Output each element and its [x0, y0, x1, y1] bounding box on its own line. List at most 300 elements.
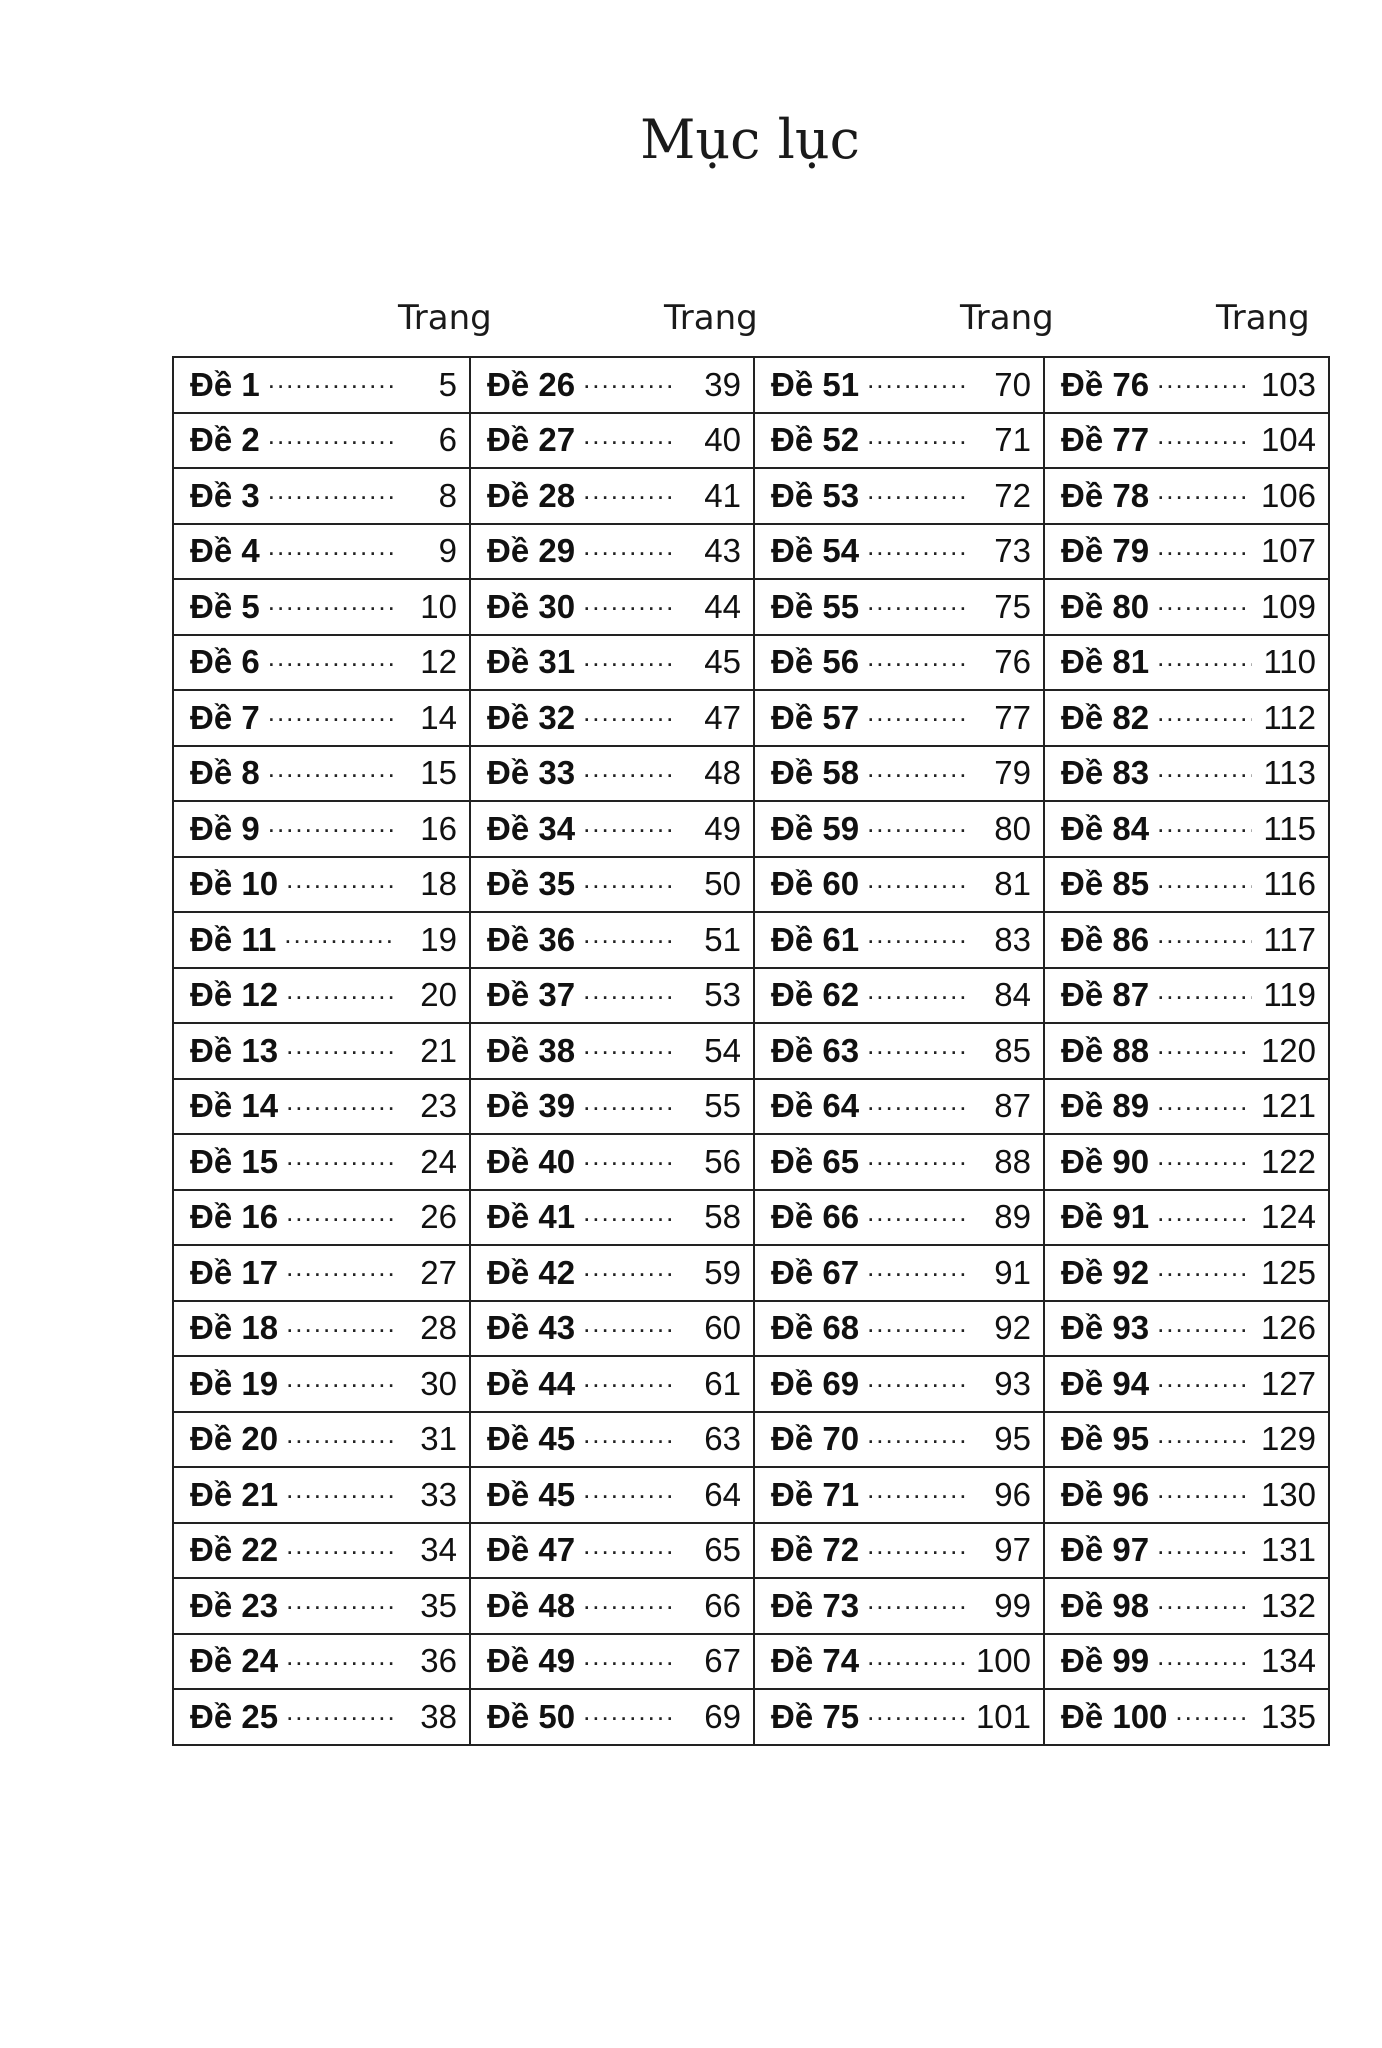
toc-entry-content	[1061, 364, 1316, 405]
table-row	[173, 1356, 1329, 1412]
toc-entry	[173, 690, 470, 746]
toc-entry	[1044, 524, 1329, 580]
dot-leader	[1157, 697, 1252, 738]
dot-leader	[1157, 919, 1252, 960]
exam-label: Đề 56	[771, 643, 860, 681]
exam-label: Đề 97	[1061, 1531, 1150, 1569]
toc-entry-content	[771, 1086, 1031, 1127]
table-row	[173, 1301, 1329, 1357]
toc-entry	[173, 579, 470, 635]
toc-entry-content	[1061, 975, 1316, 1016]
exam-label: Đề 73	[771, 1586, 860, 1624]
page-number: 85	[994, 1031, 1031, 1069]
toc-entry	[173, 1245, 470, 1301]
dot-leader	[286, 1030, 393, 1071]
dot-leader	[583, 475, 677, 516]
dot-leader	[583, 1419, 677, 1460]
page-number: 48	[704, 754, 741, 792]
page-number: 77	[994, 698, 1031, 736]
page-number: 119	[1263, 976, 1316, 1014]
toc-entry-content	[771, 753, 1031, 794]
toc-entry-content	[1061, 1641, 1316, 1682]
dot-leader	[286, 1696, 393, 1737]
toc-entry-content	[190, 1308, 457, 1349]
toc-entry-content	[1061, 1363, 1316, 1404]
toc-entry	[754, 1523, 1044, 1579]
toc-entry	[470, 1245, 754, 1301]
page-title: Mục lục	[640, 108, 860, 171]
dot-leader	[1157, 1419, 1251, 1460]
toc-entry-content	[1061, 1086, 1316, 1127]
page-number: 34	[420, 1531, 457, 1569]
toc-entry-content	[190, 1252, 457, 1293]
exam-label: Đề 88	[1061, 1031, 1150, 1069]
toc-entry-content	[1061, 1530, 1316, 1571]
page-number: 126	[1260, 1309, 1316, 1347]
exam-label: Đề 87	[1061, 976, 1150, 1014]
toc-entry-content	[190, 753, 457, 794]
exam-label: Đề 67	[771, 1253, 860, 1291]
page-number: 6	[438, 421, 457, 459]
exam-label: Đề 100	[1061, 1697, 1168, 1735]
exam-label: Đề 40	[487, 1142, 576, 1180]
exam-label: Đề 99	[1061, 1642, 1150, 1680]
toc-entry-content	[771, 1585, 1031, 1626]
exam-label: Đề 7	[190, 698, 260, 736]
toc-entry	[754, 746, 1044, 802]
exam-label: Đề 66	[771, 1198, 860, 1236]
toc-entry	[1044, 635, 1329, 691]
page-number: 20	[420, 976, 457, 1014]
toc-entry	[754, 1023, 1044, 1079]
page-number: 10	[420, 587, 457, 625]
table-row	[173, 1134, 1329, 1190]
exam-label: Đề 65	[771, 1142, 860, 1180]
dot-leader	[286, 1086, 393, 1127]
page-number: 122	[1260, 1142, 1316, 1180]
dot-leader	[286, 1419, 393, 1460]
page-number: 61	[704, 1364, 741, 1402]
dot-leader	[583, 1308, 677, 1349]
toc-entry-content	[190, 919, 457, 960]
dot-leader	[286, 1363, 393, 1404]
dot-leader	[867, 1252, 967, 1293]
toc-entry-content	[1061, 642, 1316, 683]
page-number: 72	[994, 476, 1031, 514]
exam-label: Đề 33	[487, 754, 576, 792]
toc-entry	[470, 468, 754, 524]
toc-entry	[470, 801, 754, 857]
page-number: 116	[1263, 865, 1316, 903]
toc-entry	[754, 1412, 1044, 1468]
exam-label: Đề 21	[190, 1475, 279, 1513]
exam-label: Đề 22	[190, 1531, 279, 1569]
column-header-trang: Trang	[664, 298, 758, 338]
page-number: 89	[994, 1198, 1031, 1236]
dot-leader	[867, 364, 967, 405]
dot-leader	[583, 1474, 677, 1515]
toc-entry-content	[487, 1585, 741, 1626]
toc-entry	[470, 1523, 754, 1579]
exam-label: Đề 61	[771, 920, 860, 958]
dot-leader	[1157, 1363, 1251, 1404]
toc-entry	[1044, 801, 1329, 857]
dot-leader	[268, 642, 393, 683]
exam-label: Đề 23	[190, 1586, 279, 1624]
page-number: 80	[994, 809, 1031, 847]
table-row	[173, 690, 1329, 746]
dot-leader	[867, 420, 967, 461]
column-header-trang: Trang	[1216, 298, 1310, 338]
page-number: 9	[438, 532, 457, 570]
page-number: 83	[994, 920, 1031, 958]
exam-label: Đề 53	[771, 476, 860, 514]
table-row	[173, 746, 1329, 802]
page-number: 97	[994, 1531, 1031, 1569]
exam-label: Đề 78	[1061, 476, 1150, 514]
page-number: 92	[994, 1309, 1031, 1347]
dot-leader	[867, 808, 967, 849]
page-number: 95	[994, 1420, 1031, 1458]
exam-label: Đề 45	[487, 1475, 576, 1513]
dot-leader	[1157, 1141, 1251, 1182]
toc-entry	[1044, 579, 1329, 635]
page-number: 135	[1260, 1697, 1316, 1735]
toc-entry-content	[487, 1308, 741, 1349]
exam-label: Đề 42	[487, 1253, 576, 1291]
page-number: 5	[438, 365, 457, 403]
toc-entry	[1044, 1079, 1329, 1135]
toc-entry-content	[487, 919, 741, 960]
page-number: 16	[420, 809, 457, 847]
dot-leader	[1157, 1474, 1251, 1515]
table-row	[173, 1689, 1329, 1745]
column-header-trang: Trang	[398, 298, 492, 338]
page-number: 18	[420, 865, 457, 903]
toc-entry-content	[1061, 1419, 1316, 1460]
exam-label: Đề 13	[190, 1031, 279, 1069]
dot-leader	[583, 975, 677, 1016]
dot-leader	[867, 586, 967, 627]
dot-leader	[268, 753, 393, 794]
dot-leader	[867, 1308, 967, 1349]
toc-entry	[470, 1578, 754, 1634]
exam-label: Đề 91	[1061, 1198, 1150, 1236]
dot-leader	[268, 586, 393, 627]
dot-leader	[1157, 1086, 1251, 1127]
table-row	[173, 579, 1329, 635]
dot-leader	[1157, 1641, 1251, 1682]
exam-label: Đề 64	[771, 1087, 860, 1125]
dot-leader	[268, 364, 393, 405]
toc-entry	[173, 1634, 470, 1690]
dot-leader	[286, 1641, 393, 1682]
table-row	[173, 357, 1329, 413]
page-number: 96	[994, 1475, 1031, 1513]
exam-label: Đề 30	[487, 587, 576, 625]
dot-leader	[1157, 1530, 1251, 1571]
page-number: 30	[420, 1364, 457, 1402]
exam-label: Đề 26	[487, 365, 576, 403]
toc-entry	[754, 801, 1044, 857]
page-number: 54	[704, 1031, 741, 1069]
toc-entry-content	[487, 697, 741, 738]
toc-entry	[173, 524, 470, 580]
toc-entry	[754, 413, 1044, 469]
dot-leader	[867, 1030, 967, 1071]
toc-entry	[470, 746, 754, 802]
dot-leader	[867, 1363, 967, 1404]
toc-entry-content	[771, 1641, 1031, 1682]
toc-entry	[754, 1245, 1044, 1301]
page-number: 19	[420, 920, 457, 958]
toc-entry	[173, 1412, 470, 1468]
page-number: 41	[704, 476, 741, 514]
table-row	[173, 801, 1329, 857]
toc-entry	[754, 579, 1044, 635]
page-number: 45	[704, 643, 741, 681]
page-number: 69	[704, 1697, 741, 1735]
exam-label: Đề 20	[190, 1420, 279, 1458]
page-number: 44	[704, 587, 741, 625]
exam-label: Đề 43	[487, 1309, 576, 1347]
exam-label: Đề 14	[190, 1087, 279, 1125]
toc-entry	[754, 635, 1044, 691]
toc-entry-content	[487, 1030, 741, 1071]
dot-leader	[1157, 808, 1252, 849]
toc-entry	[754, 1634, 1044, 1690]
column-header-trang: Trang	[960, 298, 1054, 338]
exam-label: Đề 70	[771, 1420, 860, 1458]
exam-label: Đề 27	[487, 421, 576, 459]
page-number: 24	[420, 1142, 457, 1180]
dot-leader	[1157, 1197, 1251, 1238]
toc-entry	[754, 524, 1044, 580]
toc-entry-content	[487, 364, 741, 405]
page-number: 47	[704, 698, 741, 736]
table-row	[173, 635, 1329, 691]
dot-leader	[286, 975, 393, 1016]
toc-entry	[1044, 1134, 1329, 1190]
toc-entry	[173, 1578, 470, 1634]
page-number: 106	[1260, 476, 1316, 514]
toc-entry	[1044, 1578, 1329, 1634]
dot-leader	[1157, 753, 1252, 794]
exam-label: Đề 5	[190, 587, 260, 625]
exam-label: Đề 94	[1061, 1364, 1150, 1402]
dot-leader	[867, 1530, 967, 1571]
toc-entry	[470, 635, 754, 691]
toc-entry	[470, 357, 754, 413]
dot-leader	[1157, 475, 1251, 516]
dot-leader	[1157, 1252, 1251, 1293]
toc-entry-content	[1061, 808, 1316, 849]
exam-label: Đề 72	[771, 1531, 860, 1569]
table-row	[173, 1079, 1329, 1135]
toc-entry	[470, 1689, 754, 1745]
dot-leader	[268, 531, 393, 572]
page-number: 12	[420, 643, 457, 681]
toc-entry	[173, 1356, 470, 1412]
dot-leader	[583, 1696, 677, 1737]
exam-label: Đề 51	[771, 365, 860, 403]
dot-leader	[867, 975, 967, 1016]
page-number: 113	[1263, 754, 1316, 792]
toc-entry-content	[1061, 864, 1316, 905]
table-row	[173, 857, 1329, 913]
page-number: 107	[1260, 532, 1316, 570]
toc-entry	[754, 1578, 1044, 1634]
page-number: 88	[994, 1142, 1031, 1180]
page-number: 109	[1260, 587, 1316, 625]
table-row	[173, 968, 1329, 1024]
toc-entry-content	[487, 1363, 741, 1404]
dot-leader	[1175, 1696, 1251, 1737]
toc-entry-content	[190, 1197, 457, 1238]
toc-entry-content	[190, 420, 457, 461]
toc-entry-content	[1061, 1141, 1316, 1182]
exam-label: Đề 74	[771, 1642, 860, 1680]
toc-entry	[1044, 1689, 1329, 1745]
exam-label: Đề 19	[190, 1364, 279, 1402]
toc-entry	[1044, 468, 1329, 524]
dot-leader	[867, 1086, 967, 1127]
toc-entry-content	[771, 919, 1031, 960]
toc-entry-content	[771, 1530, 1031, 1571]
toc-entry	[470, 413, 754, 469]
exam-label: Đề 71	[771, 1475, 860, 1513]
page-number: 71	[994, 421, 1031, 459]
page-number: 50	[704, 865, 741, 903]
page-number: 120	[1260, 1031, 1316, 1069]
toc-entry-content	[771, 1252, 1031, 1293]
toc-entry	[470, 690, 754, 746]
toc-entry	[173, 1689, 470, 1745]
toc-entry	[1044, 912, 1329, 968]
toc-entry	[754, 468, 1044, 524]
dot-leader	[1157, 420, 1251, 461]
page-number: 127	[1260, 1364, 1316, 1402]
toc-entry	[173, 1467, 470, 1523]
page-number: 58	[704, 1198, 741, 1236]
toc-entry-content	[1061, 1252, 1316, 1293]
exam-label: Đề 98	[1061, 1586, 1150, 1624]
exam-label: Đề 2	[190, 421, 260, 459]
dot-leader	[583, 1252, 677, 1293]
toc-entry	[470, 524, 754, 580]
toc-entry	[754, 1190, 1044, 1246]
exam-label: Đề 58	[771, 754, 860, 792]
page-number: 104	[1260, 421, 1316, 459]
toc-entry-content	[1061, 697, 1316, 738]
toc-entry	[470, 1190, 754, 1246]
page-number: 59	[704, 1253, 741, 1291]
toc-entry-content	[190, 1419, 457, 1460]
exam-label: Đề 35	[487, 865, 576, 903]
exam-label: Đề 47	[487, 1531, 576, 1569]
dot-leader	[867, 1197, 967, 1238]
exam-label: Đề 38	[487, 1031, 576, 1069]
page-number: 101	[975, 1697, 1031, 1735]
exam-label: Đề 59	[771, 809, 860, 847]
exam-label: Đề 15	[190, 1142, 279, 1180]
dot-leader	[286, 1474, 393, 1515]
toc-entry	[173, 1079, 470, 1135]
toc-entry	[1044, 1356, 1329, 1412]
toc-entry	[1044, 1301, 1329, 1357]
dot-leader	[583, 1141, 677, 1182]
toc-entry	[1044, 413, 1329, 469]
exam-label: Đề 25	[190, 1697, 279, 1735]
exam-label: Đề 37	[487, 976, 576, 1014]
toc-entry	[470, 1356, 754, 1412]
dot-leader	[583, 864, 677, 905]
dot-leader	[284, 919, 393, 960]
toc-entry-content	[771, 420, 1031, 461]
toc-entry-content	[487, 864, 741, 905]
dot-leader	[867, 1696, 966, 1737]
exam-label: Đề 1	[190, 365, 260, 403]
exam-label: Đề 10	[190, 865, 279, 903]
toc-entry	[1044, 1467, 1329, 1523]
page-number: 91	[994, 1253, 1031, 1291]
dot-leader	[1157, 364, 1251, 405]
exam-label: Đề 75	[771, 1697, 860, 1735]
table-row	[173, 413, 1329, 469]
toc-entry	[754, 1079, 1044, 1135]
toc-entry	[1044, 1245, 1329, 1301]
toc-entry-content	[771, 531, 1031, 572]
toc-entry	[754, 357, 1044, 413]
exam-label: Đề 55	[771, 587, 860, 625]
toc-entry-content	[1061, 475, 1316, 516]
page-number: 132	[1260, 1586, 1316, 1624]
toc-entry	[470, 968, 754, 1024]
page-number: 112	[1263, 698, 1316, 736]
toc-entry	[1044, 1412, 1329, 1468]
toc-entry-content	[771, 1197, 1031, 1238]
toc-entry	[470, 1023, 754, 1079]
toc-entry-content	[487, 1696, 741, 1737]
exam-label: Đề 11	[190, 920, 277, 958]
toc-entry	[173, 1523, 470, 1579]
toc-entry-content	[487, 808, 741, 849]
page-number: 124	[1260, 1198, 1316, 1236]
page-number: 93	[994, 1364, 1031, 1402]
table-row	[173, 1023, 1329, 1079]
toc-entry-content	[1061, 1197, 1316, 1238]
dot-leader	[583, 753, 677, 794]
toc-entry	[173, 1301, 470, 1357]
toc-entry	[470, 912, 754, 968]
toc-entry	[754, 1467, 1044, 1523]
dot-leader	[867, 919, 967, 960]
page-number: 55	[704, 1087, 741, 1125]
toc-entry-content	[771, 1696, 1031, 1737]
toc-entry	[173, 413, 470, 469]
dot-leader	[286, 1252, 393, 1293]
table-of-contents	[172, 356, 1330, 1746]
page-number: 70	[994, 365, 1031, 403]
toc-entry-content	[771, 642, 1031, 683]
page-number: 79	[994, 754, 1031, 792]
page-number: 87	[994, 1087, 1031, 1125]
dot-leader	[867, 475, 967, 516]
exam-label: Đề 83	[1061, 754, 1150, 792]
dot-leader	[867, 642, 967, 683]
page-number: 21	[420, 1031, 457, 1069]
exam-label: Đề 57	[771, 698, 860, 736]
